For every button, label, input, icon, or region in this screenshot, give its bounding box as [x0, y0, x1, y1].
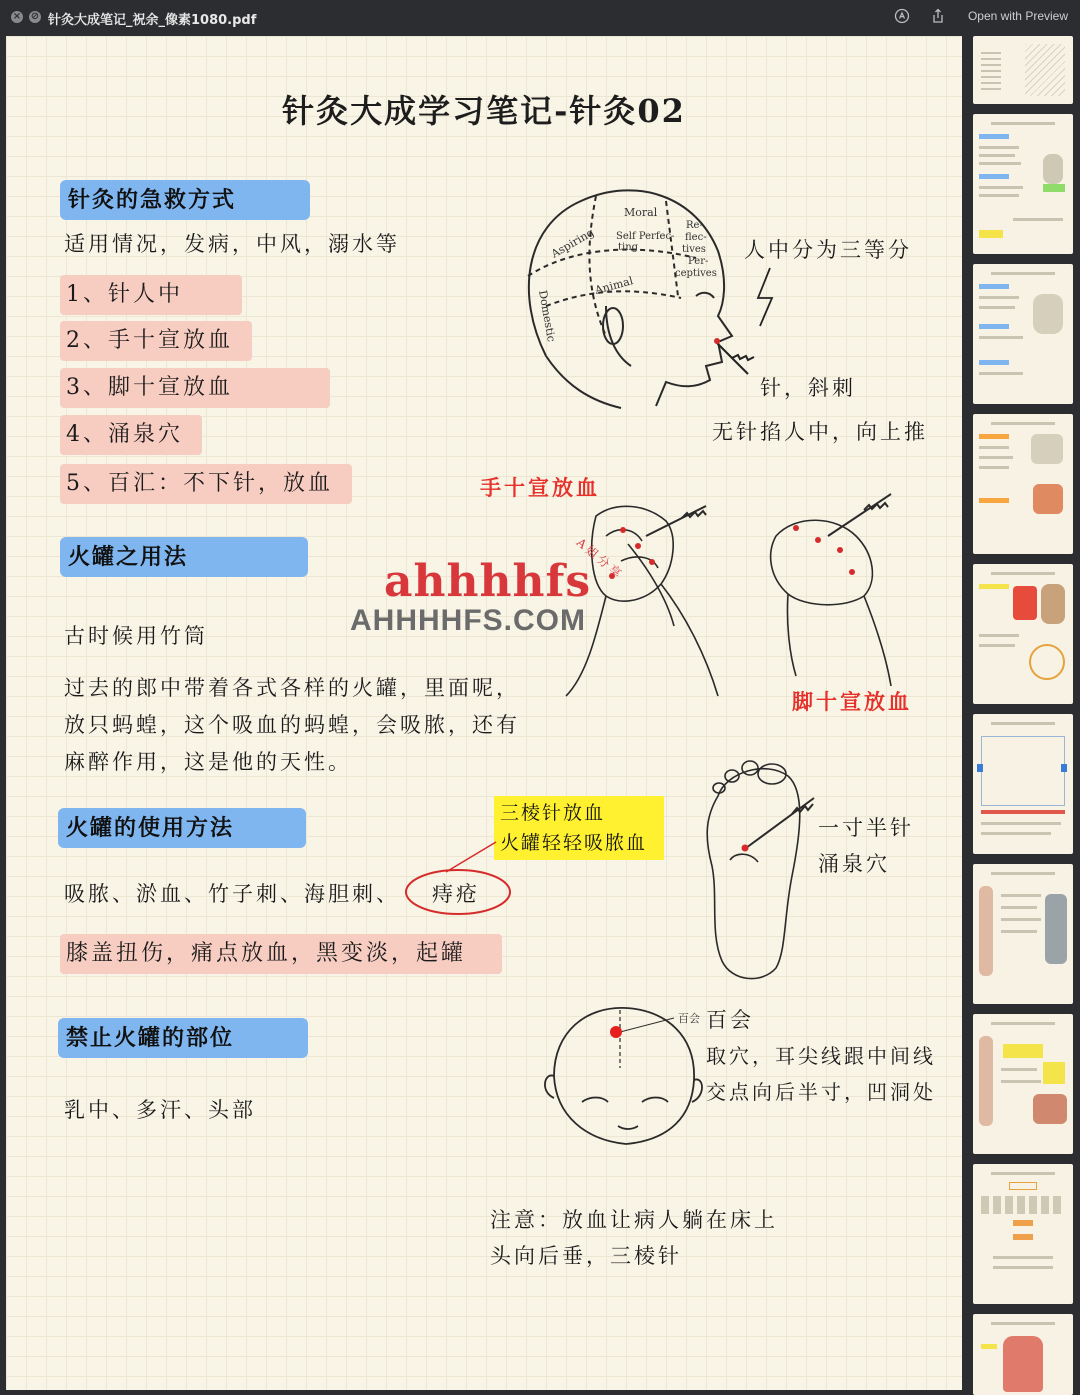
hide-icon[interactable]: ⊘: [30, 11, 40, 22]
first-aid-item-5: 5、百汇：不下针，放血: [60, 464, 352, 504]
baihui-small-label: 百会: [678, 1012, 700, 1025]
thumbnail-page-4[interactable]: [973, 414, 1073, 554]
section-header-first-aid: 针灸的急救方式: [60, 180, 310, 220]
thumbnail-page-8[interactable]: [973, 1014, 1073, 1154]
thumbnail-page-1[interactable]: [973, 36, 1073, 104]
head-label-self: Self Perfec-: [616, 231, 675, 242]
section-header-cupping-usage: 火罐的使用方法: [58, 808, 306, 848]
annotate-icon[interactable]: [893, 8, 911, 26]
renzhong-note-1: 人中分为三等分: [744, 238, 912, 262]
notice-line-1: 注意：放血让病人躺在床上: [490, 1208, 778, 1232]
open-with-preview-button[interactable]: Open with Preview: [967, 9, 1068, 23]
baihui-title: 百会: [706, 1008, 754, 1032]
thumbnail-page-5[interactable]: [973, 564, 1073, 704]
head-label-animal: Animal: [593, 274, 635, 297]
close-icon[interactable]: ×: [12, 11, 22, 22]
cupping-line-2: 过去的郎中带着各式各样的火罐，里面呢，: [64, 676, 520, 700]
window-title: 针灸大成笔记_祝余_像素1080.pdf: [48, 13, 257, 28]
head-label-ting: ting: [618, 242, 639, 253]
notice-line-2: 头向后垂，三棱针: [490, 1244, 682, 1268]
head-label-moral: Moral: [624, 206, 658, 219]
head-labels: [536, 206, 717, 343]
foot-label: 脚十宣放血: [792, 689, 912, 714]
watermark-tag: A姐分享: [573, 535, 627, 583]
hand-label: 手十宣放血: [480, 475, 600, 500]
first-aid-item-1: 1、针人中: [60, 275, 242, 315]
hemorrhoid-circled: 痔疮: [432, 882, 480, 906]
highlight-line-1: 三棱针放血: [500, 802, 606, 824]
thumbnail-page-9[interactable]: [973, 1164, 1073, 1304]
first-aid-conditions: 适用情况，发病，中风，溺水等: [64, 232, 400, 256]
forbidden-parts: 乳中、多汗、头部: [64, 1098, 256, 1122]
thumbnail-page-6[interactable]: [973, 714, 1073, 854]
window-titlebar: [0, 0, 1080, 34]
cupping-usage-line: 吸脓、淤血、竹子刺、海胆刺、: [64, 882, 400, 906]
renzhong-note-3: 无针掐人中，向上推: [712, 420, 928, 444]
head-label-tives: tives: [682, 244, 706, 255]
page-title: 针灸大成学习笔记-针灸02: [282, 92, 686, 130]
knee-sprain-note: 膝盖扭伤，痛点放血，黑变淡，起罐: [60, 934, 502, 974]
section-header-cupping: 火罐之用法: [60, 537, 308, 577]
cupping-line-4: 麻醉作用，这是他的天性。: [64, 750, 352, 774]
watermark-brand: ahhhhfs: [384, 556, 592, 607]
thumbnail-page-3[interactable]: [973, 264, 1073, 404]
head-label-per: Per-: [688, 256, 709, 267]
share-icon[interactable]: [929, 8, 947, 26]
baihui-line-2: 交点向后半寸，凹洞处: [706, 1080, 936, 1104]
first-aid-item-2: 2、手十宣放血: [60, 321, 252, 361]
head-label-domestic: Domestic: [536, 289, 558, 343]
watermark-site: AHHHHFS.COM: [350, 604, 586, 637]
section-header-forbidden: 禁止火罐的部位: [58, 1018, 308, 1058]
first-aid-item-4: 4、涌泉穴: [60, 415, 202, 455]
pdf-page: [6, 36, 962, 1390]
head-label-aspiring: Aspiring: [549, 225, 597, 261]
head-label-flec: flec-: [685, 232, 707, 243]
renzhong-note-2: 针，斜刺: [760, 376, 856, 400]
thumbnail-page-2[interactable]: [973, 114, 1073, 254]
thumbnail-page-7[interactable]: [973, 864, 1073, 1004]
foot-note-1: 一寸半针: [818, 816, 914, 840]
foot-note-2: 涌泉穴: [818, 852, 890, 876]
foot-diagram: [707, 761, 814, 979]
highlight-line-2: 火罐轻轻吸脓血: [500, 832, 648, 854]
cupping-line-3: 放只蚂蝗，这个吸血的蚂蝗，会吸脓，还有: [64, 713, 520, 737]
hand-diagram-right: [771, 494, 891, 686]
baihui-line-1: 取穴，耳尖线跟中间线: [706, 1044, 936, 1068]
illustrations: [6, 36, 962, 1390]
head-label-ceptives: ceptives: [675, 268, 717, 279]
thumbnail-page-10[interactable]: [973, 1314, 1073, 1395]
baihui-head-diagram: [545, 1008, 702, 1144]
callout: [406, 842, 510, 914]
cupping-line-1: 古时候用竹筒: [64, 624, 208, 648]
first-aid-item-3: 3、脚十宣放血: [60, 368, 330, 408]
head-label-re: Re-: [686, 220, 703, 231]
thumbnail-sidebar: [966, 36, 1080, 1395]
